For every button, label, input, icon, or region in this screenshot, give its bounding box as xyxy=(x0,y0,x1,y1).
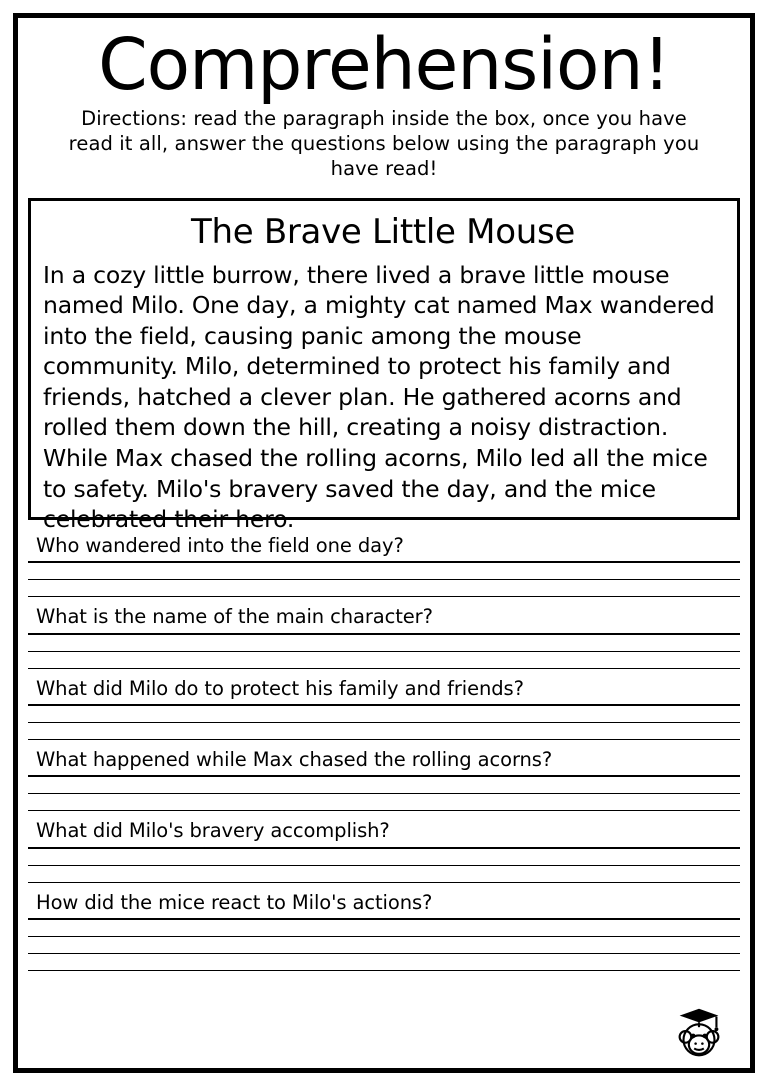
question-text: What did Milo do to protect his family and friends? xyxy=(28,679,740,706)
question-block xyxy=(28,676,740,740)
answer-line[interactable] xyxy=(28,723,740,740)
answer-line[interactable] xyxy=(28,635,740,652)
question-text: Who wandered into the field one day? xyxy=(28,536,740,563)
answer-line[interactable] xyxy=(28,580,740,597)
answer-line[interactable] xyxy=(28,937,740,954)
passage-body: In a cozy little burrow, there lived a brave little mouse named Milo. One day, a mighty cat named Max wandered into the field, causing panic among the mouse community. Milo, determined to protect his family and friends, hatched a clever plan. He gathered acorns and rolled them down the hill, creating a noisy distraction. While Max chased the rolling acorns, Milo led all the mice to safety. Milo's bravery saved the day, and the mice celebrated their hero. xyxy=(43,260,715,534)
question-text: What did Milo's bravery accomplish? xyxy=(28,821,740,848)
passage-box xyxy=(28,198,740,534)
passage-title: The Brave Little Mouse xyxy=(191,211,575,252)
answer-line[interactable] xyxy=(28,920,740,937)
directions-text: Directions: read the paragraph inside the box, once you have read it all, answer the questions below using the paragraph you have read! xyxy=(68,106,700,181)
question-block xyxy=(28,890,740,971)
answer-line[interactable] xyxy=(28,652,740,669)
answer-line[interactable] xyxy=(28,563,740,580)
answer-line[interactable] xyxy=(28,777,740,794)
answer-line[interactable] xyxy=(28,954,740,971)
answer-line[interactable] xyxy=(28,794,740,811)
answer-line[interactable] xyxy=(28,849,740,866)
question-block xyxy=(28,821,740,882)
question-block xyxy=(28,750,740,811)
page-title: Comprehension! xyxy=(98,23,670,106)
answer-line[interactable] xyxy=(28,866,740,883)
graduate-monkey-icon xyxy=(668,1002,730,1064)
worksheet-content xyxy=(28,24,740,981)
answer-line[interactable] xyxy=(28,706,740,723)
question-block xyxy=(28,533,740,597)
question-text: What happened while Max chased the rolling acorns? xyxy=(28,750,740,777)
question-text: What is the name of the main character? xyxy=(28,607,740,634)
question-block xyxy=(28,607,740,668)
question-text: How did the mice react to Milo's actions? xyxy=(28,893,740,920)
questions-list xyxy=(28,533,740,972)
